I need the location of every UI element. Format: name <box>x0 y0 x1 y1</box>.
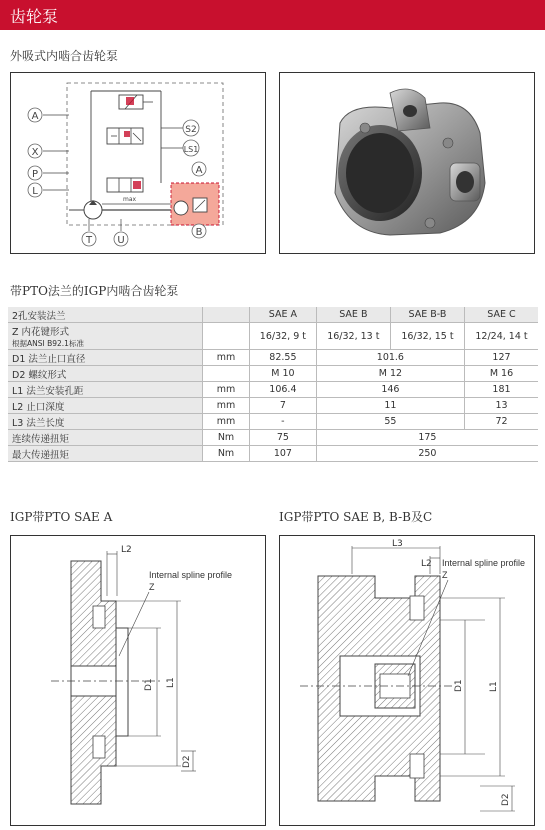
dim-d2: D2 <box>182 755 192 768</box>
dim-d2: D2 <box>501 793 511 806</box>
row-label: L1 法兰安装孔距 <box>8 382 203 398</box>
cell: 106.4 <box>250 382 317 398</box>
row-unit: Nm <box>203 430 250 446</box>
dim-l3: L3 <box>392 539 403 549</box>
cell: M 10 <box>250 366 317 382</box>
table-row <box>8 414 538 430</box>
drawing-sae-b <box>280 536 534 825</box>
dim-l1: L1 <box>489 681 499 692</box>
max-label: max <box>123 196 137 203</box>
cell: 82.55 <box>250 350 317 366</box>
spline-z-label: Z <box>149 582 155 592</box>
table-header-sae-bb: SAE B-B <box>390 307 464 323</box>
row-unit: mm <box>203 350 250 366</box>
spline-label: Internal spline profile <box>149 570 233 580</box>
drawing-sae-a-frame <box>10 535 266 826</box>
pump-photo <box>280 73 534 253</box>
table-header-sae-a: SAE A <box>250 307 317 323</box>
cell: 181 <box>464 382 538 398</box>
table-row <box>8 446 538 462</box>
cell: 55 <box>316 414 464 430</box>
hydraulic-schematic-frame <box>10 72 266 254</box>
cell: 11 <box>316 398 464 414</box>
port-x: X <box>31 147 39 158</box>
table-header-sae-c: SAE C <box>464 307 538 323</box>
cell: 75 <box>250 430 317 446</box>
section-title-pto-pump: 带PTO法兰的IGP内啮合齿轮泵 <box>10 284 179 298</box>
table-row <box>8 350 538 366</box>
row-unit: mm <box>203 398 250 414</box>
pump-photo-frame <box>279 72 535 254</box>
row-unit <box>203 366 250 382</box>
cell: 101.6 <box>316 350 464 366</box>
table-row <box>8 398 538 414</box>
table-header-row <box>8 307 538 323</box>
row-sublabel: 根据ANSI B92.1标准 <box>12 338 84 348</box>
row-unit <box>203 323 250 350</box>
dim-l1: L1 <box>166 677 176 688</box>
row-label: D1 法兰止口直径 <box>8 350 203 366</box>
cell: 72 <box>464 414 538 430</box>
row-unit: Nm <box>203 446 250 462</box>
cell: 7 <box>250 398 317 414</box>
table-row <box>8 430 538 446</box>
hydraulic-schematic <box>11 73 265 253</box>
port-s2: S2 <box>185 125 197 135</box>
table-row <box>8 323 538 350</box>
row-label: 连续传递扭矩 <box>8 430 203 446</box>
header-bar <box>0 0 545 30</box>
cell: M 16 <box>464 366 538 382</box>
row-label: D2 螺纹形式 <box>8 366 203 382</box>
spline-label: Internal spline profile <box>442 558 526 568</box>
table-header-sae-b: SAE B <box>316 307 390 323</box>
cell: 127 <box>464 350 538 366</box>
dim-l2: L2 <box>421 559 432 569</box>
drawing-sae-a <box>11 536 265 825</box>
dim-l2: L2 <box>121 545 132 555</box>
row-label: L3 法兰长度 <box>8 414 203 430</box>
pto-flange-spec-table <box>8 307 538 462</box>
port-b: B <box>195 227 203 238</box>
port-ls1: LS1 <box>183 145 199 154</box>
row-label: Z 内花键形式 <box>12 326 70 338</box>
port-l: L <box>32 186 38 197</box>
port-t: T <box>85 235 93 246</box>
dim-d1: D1 <box>454 679 464 692</box>
table-row <box>8 382 538 398</box>
table-header-label: 2孔安装法兰 <box>8 307 203 323</box>
table-row <box>8 366 538 382</box>
cell: 175 <box>316 430 538 446</box>
cell: 250 <box>316 446 538 462</box>
row-label: L2 止口深度 <box>8 398 203 414</box>
port-a-right: A <box>195 165 203 176</box>
cell: 16/32, 13 t <box>316 323 390 350</box>
cell: 13 <box>464 398 538 414</box>
port-u: U <box>117 235 125 246</box>
cell: 16/32, 15 t <box>390 323 464 350</box>
drawing-sae-b-frame <box>279 535 535 826</box>
drawing-b-title: IGP带PTO SAE B, B-B及C <box>279 510 433 524</box>
spline-z-label: Z <box>442 570 448 580</box>
port-a-left: A <box>31 111 39 122</box>
row-label: 最大传递扭矩 <box>8 446 203 462</box>
row-unit: mm <box>203 414 250 430</box>
cell: 12/24, 14 t <box>464 323 538 350</box>
cell: 16/32, 9 t <box>250 323 317 350</box>
cell: 146 <box>316 382 464 398</box>
cell: 107 <box>250 446 317 462</box>
table-header-unit <box>203 307 250 323</box>
section-title-external-pump: 外吸式内啮合齿轮泵 <box>10 49 119 63</box>
drawing-a-title: IGP带PTO SAE A <box>10 510 113 524</box>
dim-d1: D1 <box>144 678 154 691</box>
cell: - <box>250 414 317 430</box>
page-title: 齿轮泵 <box>10 7 59 26</box>
row-unit: mm <box>203 382 250 398</box>
port-p: P <box>31 169 39 180</box>
cell: M 12 <box>316 366 464 382</box>
